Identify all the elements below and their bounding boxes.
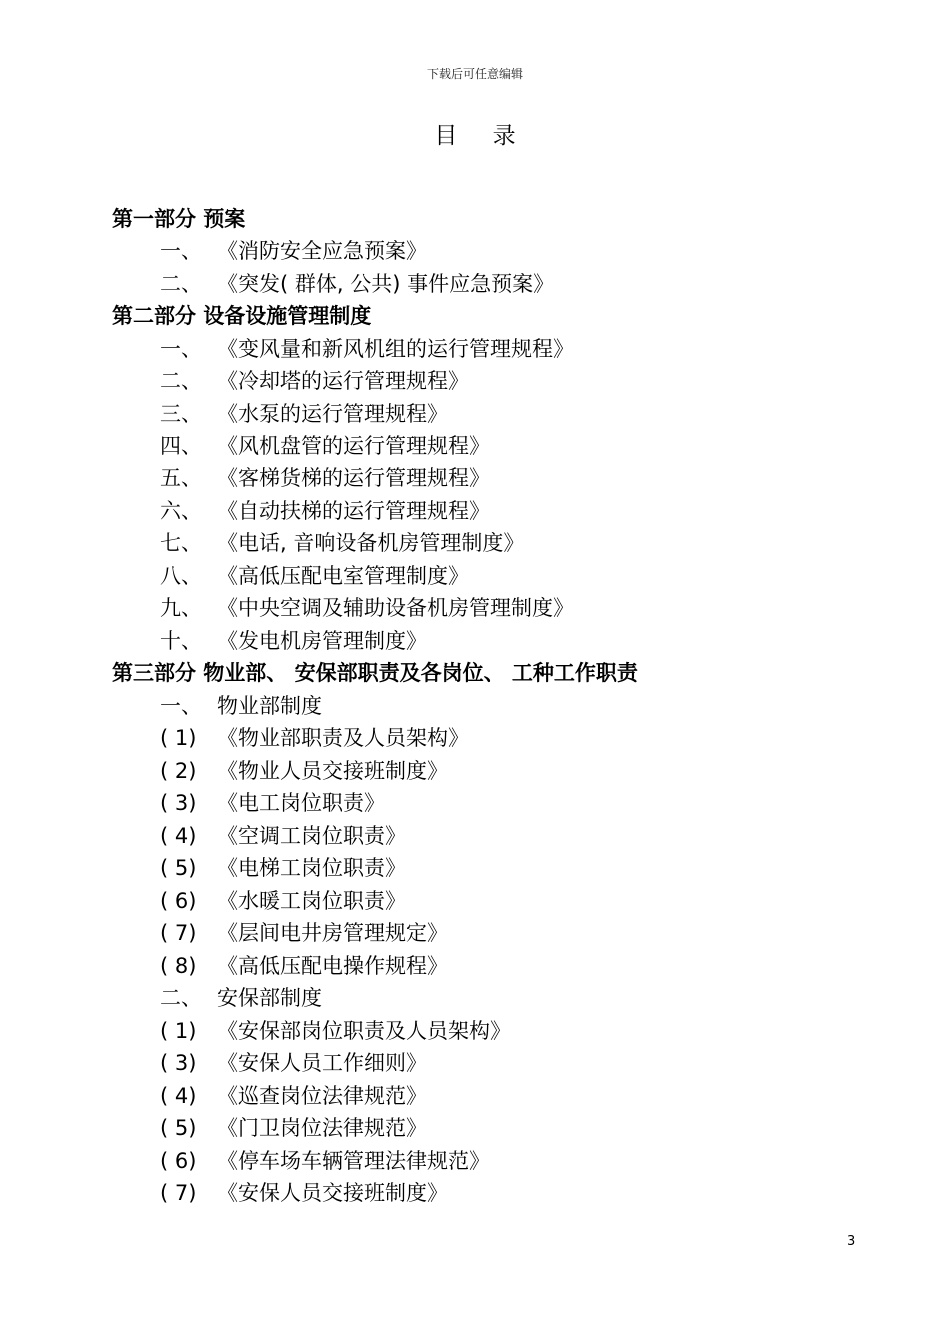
toc-item-number: 十、: [160, 629, 202, 653]
toc-item-number: ( 8): [160, 954, 197, 978]
toc-item-title: 《高低压配电室管理制度》: [217, 564, 469, 588]
page-header-note: 下载后可任意编辑: [426, 67, 523, 81]
toc-item: [160, 462, 490, 494]
toc-section: 第三部分 物业部、 安保部职责及各岗位、 工种工作职责: [112, 661, 638, 685]
toc-item-title: 《突发( 群体, 公共) 事件应急预案》: [217, 272, 555, 296]
toc-item-number: ( 1): [160, 726, 197, 750]
toc-item-number: 二、: [160, 986, 202, 1010]
toc-item-title: 《门卫岗位法律规范》: [217, 1116, 427, 1140]
toc-item-title: 《发电机房管理制度》: [217, 629, 427, 653]
toc-item: [160, 1112, 427, 1144]
toc-item: [160, 852, 406, 884]
toc-item-title: 《安保人员工作细则》: [217, 1051, 427, 1075]
toc-item-title: 《水暖工岗位职责》: [217, 889, 406, 913]
toc-item-title: 《冷却塔的运行管理规程》: [217, 369, 469, 393]
toc-item-title: 《高低压配电操作规程》: [217, 954, 448, 978]
page-number: 3: [847, 1234, 856, 1249]
toc-item-number: 六、: [160, 499, 202, 523]
toc-item-number: 二、: [160, 272, 202, 296]
toc-item-number: 二、: [160, 369, 202, 393]
toc-item-number: ( 4): [160, 1084, 197, 1108]
toc-item-title: 《安保人员交接班制度》: [217, 1181, 448, 1205]
toc-item: [160, 398, 448, 430]
toc-item-title: 《客梯货梯的运行管理规程》: [217, 466, 490, 490]
toc-item-number: ( 4): [160, 824, 197, 848]
toc-item-title: 《变风量和新风机组的运行管理规程》: [217, 337, 574, 361]
toc-item: [160, 495, 490, 527]
toc-item-title: 《物业人员交接班制度》: [217, 759, 448, 783]
toc-item: [160, 950, 448, 982]
toc-item-number: 四、: [160, 434, 202, 458]
toc-item: [160, 1145, 490, 1177]
toc-item: [160, 333, 574, 365]
toc-item-number: ( 2): [160, 759, 197, 783]
toc-item-number: 一、: [160, 337, 202, 361]
toc-section: 第二部分 设备设施管理制度: [112, 304, 372, 328]
toc-item: [160, 592, 574, 624]
toc-item-title: 《风机盘管的运行管理规程》: [217, 434, 490, 458]
toc-item-number: ( 3): [160, 1051, 197, 1075]
toc-item: [160, 917, 448, 949]
toc-item-number: 七、: [160, 531, 202, 555]
toc-item: [160, 625, 427, 657]
toc-item-title: 安保部制度: [217, 986, 322, 1010]
toc-item: [160, 268, 554, 300]
toc-item-number: ( 5): [160, 1116, 197, 1140]
toc-item: [160, 755, 448, 787]
toc-item: [160, 560, 469, 592]
toc-item: [160, 430, 490, 462]
toc-item-number: ( 1): [160, 1019, 197, 1043]
toc-item: [160, 820, 406, 852]
toc-item-title: 《电梯工岗位职责》: [217, 856, 406, 880]
toc-item-title: 《电话, 音响设备机房管理制度》: [217, 531, 525, 555]
page-title: 目 录: [434, 123, 530, 149]
toc-item-title: 《空调工岗位职责》: [217, 824, 406, 848]
toc-item-number: ( 3): [160, 791, 197, 815]
toc-item: [160, 1015, 511, 1047]
toc-item: [160, 365, 469, 397]
toc-item-title: 《安保部岗位职责及人员架构》: [217, 1019, 511, 1043]
toc-item: [160, 982, 322, 1014]
toc-item-title: 《自动扶梯的运行管理规程》: [217, 499, 490, 523]
toc-item-number: 一、: [160, 239, 202, 263]
toc-item-title: 《消防安全应急预案》: [217, 239, 427, 263]
toc-item-title: 《中央空调及辅助设备机房管理制度》: [217, 596, 574, 620]
toc-item-number: ( 5): [160, 856, 197, 880]
toc-item-number: 九、: [160, 596, 202, 620]
toc-item-title: 《层间电井房管理规定》: [217, 921, 448, 945]
toc-section: 第一部分 预案: [112, 207, 246, 231]
toc-item: [160, 1080, 427, 1112]
toc-item-number: ( 6): [160, 889, 197, 913]
toc-item-number: 五、: [160, 466, 202, 490]
toc-item-number: ( 7): [160, 921, 197, 945]
toc-item-title: 物业部制度: [217, 694, 322, 718]
toc-item-number: 一、: [160, 694, 202, 718]
toc-item-number: 三、: [160, 402, 202, 426]
toc-item: [160, 1177, 448, 1209]
toc-item: [160, 527, 524, 559]
toc-item: [160, 235, 427, 267]
toc-item-title: 《物业部职责及人员架构》: [217, 726, 469, 750]
toc-item-title: 《停车场车辆管理法律规范》: [217, 1149, 490, 1173]
toc-item-number: ( 7): [160, 1181, 197, 1205]
toc-item-title: 《水泵的运行管理规程》: [217, 402, 448, 426]
toc-item: [160, 1047, 427, 1079]
toc-item: [160, 885, 406, 917]
toc-item-number: 八、: [160, 564, 202, 588]
toc-item-title: 《巡查岗位法律规范》: [217, 1084, 427, 1108]
toc-item-number: ( 6): [160, 1149, 197, 1173]
toc-item: [160, 690, 322, 722]
toc-item: [160, 787, 385, 819]
toc-item: [160, 722, 469, 754]
toc-item-title: 《电工岗位职责》: [217, 791, 385, 815]
